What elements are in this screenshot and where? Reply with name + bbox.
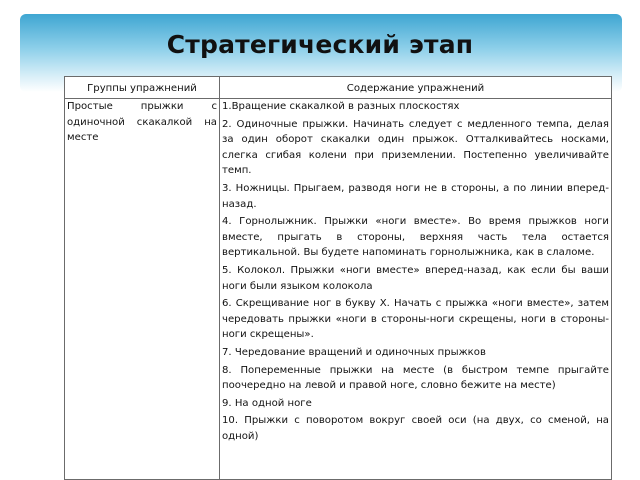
exercise-content-cell <box>220 99 612 480</box>
exercise-item: 6. Скрещивание ног в букву Х. Начать с прыжка «ноги вместе», затем чередовать прыжки «ноги в стороны-ноги скрещены, ноги в стороны-ноги скрещены». <box>222 298 609 341</box>
exercise-item: 1.Вращение скакалкой в разных плоскостях <box>222 101 460 112</box>
exercise-group-cell: Простые прыжки с одиночной скакалкой на месте <box>65 99 220 480</box>
exercise-item: 4. Горнолыжник. Прыжки «ноги вместе». Во время прыжков ноги вместе, прыгать в стороны, верхняя часть тела остается вертикальной. Вы будете напоминать горнолыжника, как в слаломе. <box>222 216 609 259</box>
exercise-item: 3. Ножницы. Прыгаем, разводя ноги не в стороны, а по линии вперед-назад. <box>222 182 609 210</box>
table-row <box>65 99 612 480</box>
exercise-item: 2. Одиночные прыжки. Начинать следует с медленного темпа, делая за один оборот скакалки один прыжок. Отталкивайтесь носками, слегка сгибая колени при приземлении. Постепенно увеличивайте темп. <box>222 118 609 177</box>
slide-title: Стратегический этап <box>166 30 474 59</box>
exercise-item: 10. Прыжки с поворотом вокруг своей оси (на двух, со сменой, на одной) <box>222 415 609 442</box>
exercise-item: 7. Чередование вращений и одиночных прыжков <box>222 346 486 358</box>
table-header-row <box>65 77 612 99</box>
exercise-item: 5. Колокол. Прыжки «ноги вместе» вперед-назад, как если бы ваши ноги были языком колокола <box>222 264 609 292</box>
exercise-item: 8. Попеременные прыжки на месте (в быстром темпе прыгайте поочередно на левой и правой ноге, словно бежите на месте) <box>222 364 609 392</box>
header-content: Содержание упражнений <box>220 77 612 99</box>
exercise-table <box>64 76 612 480</box>
exercise-item: 9. На одной ноге <box>222 397 312 409</box>
header-groups: Группы упражнений <box>65 77 220 99</box>
